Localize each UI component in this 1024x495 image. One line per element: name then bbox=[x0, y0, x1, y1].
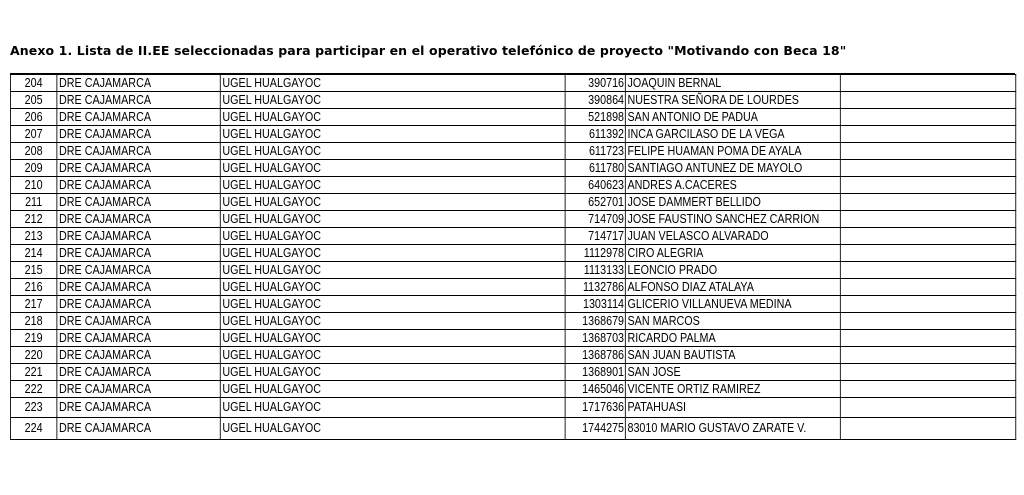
school-code-cell: 1717636 bbox=[565, 398, 625, 418]
row-number-cell: 213 bbox=[10, 228, 56, 245]
dre-cell: DRE CAJAMARCA bbox=[57, 92, 220, 109]
ugel-cell: UGEL HUALGAYOC bbox=[220, 381, 565, 398]
table-row bbox=[10, 211, 1015, 228]
ugel-cell: UGEL HUALGAYOC bbox=[220, 75, 565, 92]
row-number-cell: 220 bbox=[10, 347, 56, 364]
empty-cell bbox=[840, 143, 1015, 160]
ugel-cell: UGEL HUALGAYOC bbox=[220, 160, 565, 177]
row-number-cell: 222 bbox=[10, 381, 56, 398]
school-name-cell: 83010 MARIO GUSTAVO ZARATE V. bbox=[625, 418, 840, 440]
row-number-cell: 211 bbox=[10, 194, 56, 211]
ugel-cell: UGEL HUALGAYOC bbox=[220, 177, 565, 194]
row-number-cell: 224 bbox=[10, 418, 56, 440]
school-code-cell: 1368901 bbox=[565, 364, 625, 381]
ugel-cell: UGEL HUALGAYOC bbox=[220, 262, 565, 279]
dre-cell: DRE CAJAMARCA bbox=[57, 75, 220, 92]
dre-cell: DRE CAJAMARCA bbox=[57, 126, 220, 143]
school-code-cell: 1368679 bbox=[565, 313, 625, 330]
school-code-cell: 1465046 bbox=[565, 381, 625, 398]
dre-cell: DRE CAJAMARCA bbox=[57, 143, 220, 160]
school-code-cell: 652701 bbox=[565, 194, 625, 211]
row-number-cell: 223 bbox=[10, 398, 56, 418]
school-code-cell: 1303114 bbox=[565, 296, 625, 313]
dre-cell: DRE CAJAMARCA bbox=[57, 347, 220, 364]
empty-cell bbox=[840, 126, 1015, 143]
empty-cell bbox=[840, 418, 1015, 440]
school-name-cell: SAN ANTONIO DE PADUA bbox=[625, 109, 840, 126]
empty-cell bbox=[840, 75, 1015, 92]
school-code-cell: 1132786 bbox=[565, 279, 625, 296]
school-name-cell: SAN MARCOS bbox=[625, 313, 840, 330]
dre-cell: DRE CAJAMARCA bbox=[57, 313, 220, 330]
ugel-cell: UGEL HUALGAYOC bbox=[220, 143, 565, 160]
school-name-cell: GLICERIO VILLANUEVA MEDINA bbox=[625, 296, 840, 313]
row-number-cell: 214 bbox=[10, 245, 56, 262]
school-name-cell: JOSE DAMMERT BELLIDO bbox=[625, 194, 840, 211]
table-row bbox=[10, 75, 1015, 92]
school-code-cell: 390864 bbox=[565, 92, 625, 109]
ugel-cell: UGEL HUALGAYOC bbox=[220, 228, 565, 245]
school-name-cell: JUAN VELASCO ALVARADO bbox=[625, 228, 840, 245]
table-row bbox=[10, 347, 1015, 364]
dre-cell: DRE CAJAMARCA bbox=[57, 296, 220, 313]
school-code-cell: 611392 bbox=[565, 126, 625, 143]
school-name-cell: RICARDO PALMA bbox=[625, 330, 840, 347]
row-number-cell: 212 bbox=[10, 211, 56, 228]
row-number-cell: 215 bbox=[10, 262, 56, 279]
empty-cell bbox=[840, 92, 1015, 109]
row-number-cell: 218 bbox=[10, 313, 56, 330]
table-row bbox=[10, 398, 1015, 418]
row-number-cell: 207 bbox=[10, 126, 56, 143]
table-row bbox=[10, 177, 1015, 194]
school-code-cell: 611723 bbox=[565, 143, 625, 160]
empty-cell bbox=[840, 109, 1015, 126]
ugel-cell: UGEL HUALGAYOC bbox=[220, 313, 565, 330]
ugel-cell: UGEL HUALGAYOC bbox=[220, 347, 565, 364]
school-code-cell: 390716 bbox=[565, 75, 625, 92]
empty-cell bbox=[840, 262, 1015, 279]
table-body bbox=[10, 75, 1015, 440]
table-row bbox=[10, 279, 1015, 296]
dre-cell: DRE CAJAMARCA bbox=[57, 418, 220, 440]
ugel-cell: UGEL HUALGAYOC bbox=[220, 364, 565, 381]
schools-table-container bbox=[10, 74, 1015, 440]
table-row bbox=[10, 109, 1015, 126]
school-name-cell: SAN JOSE bbox=[625, 364, 840, 381]
row-number-cell: 216 bbox=[10, 279, 56, 296]
school-name-cell: SAN JUAN BAUTISTA bbox=[625, 347, 840, 364]
empty-cell bbox=[840, 160, 1015, 177]
row-number-cell: 208 bbox=[10, 143, 56, 160]
dre-cell: DRE CAJAMARCA bbox=[57, 364, 220, 381]
ugel-cell: UGEL HUALGAYOC bbox=[220, 330, 565, 347]
school-name-cell: JOSE FAUSTINO SANCHEZ CARRION bbox=[625, 211, 840, 228]
ugel-cell: UGEL HUALGAYOC bbox=[220, 418, 565, 440]
table-row bbox=[10, 313, 1015, 330]
empty-cell bbox=[840, 194, 1015, 211]
table-row bbox=[10, 245, 1015, 262]
row-number-cell: 219 bbox=[10, 330, 56, 347]
school-name-cell: JOAQUIN BERNAL bbox=[625, 75, 840, 92]
table-row bbox=[10, 296, 1015, 313]
table-row bbox=[10, 126, 1015, 143]
dre-cell: DRE CAJAMARCA bbox=[57, 381, 220, 398]
row-number-cell: 206 bbox=[10, 109, 56, 126]
school-code-cell: 1744275 bbox=[565, 418, 625, 440]
school-code-cell: 611780 bbox=[565, 160, 625, 177]
empty-cell bbox=[840, 313, 1015, 330]
school-name-cell: VICENTE ORTIZ RAMIREZ bbox=[625, 381, 840, 398]
table-row bbox=[10, 92, 1015, 109]
dre-cell: DRE CAJAMARCA bbox=[57, 109, 220, 126]
table-row bbox=[10, 194, 1015, 211]
ugel-cell: UGEL HUALGAYOC bbox=[220, 279, 565, 296]
row-number-cell: 210 bbox=[10, 177, 56, 194]
empty-cell bbox=[840, 228, 1015, 245]
empty-cell bbox=[840, 364, 1015, 381]
ugel-cell: UGEL HUALGAYOC bbox=[220, 126, 565, 143]
dre-cell: DRE CAJAMARCA bbox=[57, 398, 220, 418]
ugel-cell: UGEL HUALGAYOC bbox=[220, 109, 565, 126]
school-name-cell: SANTIAGO ANTUNEZ DE MAYOLO bbox=[625, 160, 840, 177]
row-number-cell: 209 bbox=[10, 160, 56, 177]
dre-cell: DRE CAJAMARCA bbox=[57, 194, 220, 211]
ugel-cell: UGEL HUALGAYOC bbox=[220, 211, 565, 228]
school-name-cell: CIRO ALEGRIA bbox=[625, 245, 840, 262]
school-name-cell: ANDRES A.CACERES bbox=[625, 177, 840, 194]
empty-cell bbox=[840, 279, 1015, 296]
school-code-cell: 1113133 bbox=[565, 262, 625, 279]
empty-cell bbox=[840, 245, 1015, 262]
table-row bbox=[10, 364, 1015, 381]
dre-cell: DRE CAJAMARCA bbox=[57, 211, 220, 228]
table-row bbox=[10, 160, 1015, 177]
school-name-cell: LEONCIO PRADO bbox=[625, 262, 840, 279]
ugel-cell: UGEL HUALGAYOC bbox=[220, 296, 565, 313]
school-name-cell: PATAHUASI bbox=[625, 398, 840, 418]
school-name-cell: ALFONSO DIAZ ATALAYA bbox=[625, 279, 840, 296]
school-code-cell: 640623 bbox=[565, 177, 625, 194]
dre-cell: DRE CAJAMARCA bbox=[57, 330, 220, 347]
school-code-cell: 1112978 bbox=[565, 245, 625, 262]
school-name-cell: FELIPE HUAMAN POMA DE AYALA bbox=[625, 143, 840, 160]
row-number-cell: 205 bbox=[10, 92, 56, 109]
ugel-cell: UGEL HUALGAYOC bbox=[220, 245, 565, 262]
schools-table bbox=[10, 74, 1016, 440]
table-row bbox=[10, 381, 1015, 398]
dre-cell: DRE CAJAMARCA bbox=[57, 245, 220, 262]
document-title: Anexo 1. Lista de II.EE seleccionadas para participar en el operativo telefónico de proyecto "Motivando con Beca 18" bbox=[10, 43, 847, 58]
dre-cell: DRE CAJAMARCA bbox=[57, 160, 220, 177]
dre-cell: DRE CAJAMARCA bbox=[57, 279, 220, 296]
school-code-cell: 521898 bbox=[565, 109, 625, 126]
ugel-cell: UGEL HUALGAYOC bbox=[220, 92, 565, 109]
table-row bbox=[10, 262, 1015, 279]
empty-cell bbox=[840, 347, 1015, 364]
dre-cell: DRE CAJAMARCA bbox=[57, 177, 220, 194]
row-number-cell: 221 bbox=[10, 364, 56, 381]
ugel-cell: UGEL HUALGAYOC bbox=[220, 398, 565, 418]
school-code-cell: 1368786 bbox=[565, 347, 625, 364]
empty-cell bbox=[840, 381, 1015, 398]
school-code-cell: 1368703 bbox=[565, 330, 625, 347]
empty-cell bbox=[840, 211, 1015, 228]
school-code-cell: 714717 bbox=[565, 228, 625, 245]
empty-cell bbox=[840, 398, 1015, 418]
empty-cell bbox=[840, 177, 1015, 194]
table-row bbox=[10, 418, 1015, 440]
table-row bbox=[10, 330, 1015, 347]
school-name-cell: INCA GARCILASO DE LA VEGA bbox=[625, 126, 840, 143]
row-number-cell: 204 bbox=[10, 75, 56, 92]
school-name-cell: NUESTRA SEÑORA DE LOURDES bbox=[625, 92, 840, 109]
dre-cell: DRE CAJAMARCA bbox=[57, 228, 220, 245]
table-row bbox=[10, 228, 1015, 245]
ugel-cell: UGEL HUALGAYOC bbox=[220, 194, 565, 211]
dre-cell: DRE CAJAMARCA bbox=[57, 262, 220, 279]
table-row bbox=[10, 143, 1015, 160]
school-code-cell: 714709 bbox=[565, 211, 625, 228]
empty-cell bbox=[840, 330, 1015, 347]
empty-cell bbox=[840, 296, 1015, 313]
row-number-cell: 217 bbox=[10, 296, 56, 313]
